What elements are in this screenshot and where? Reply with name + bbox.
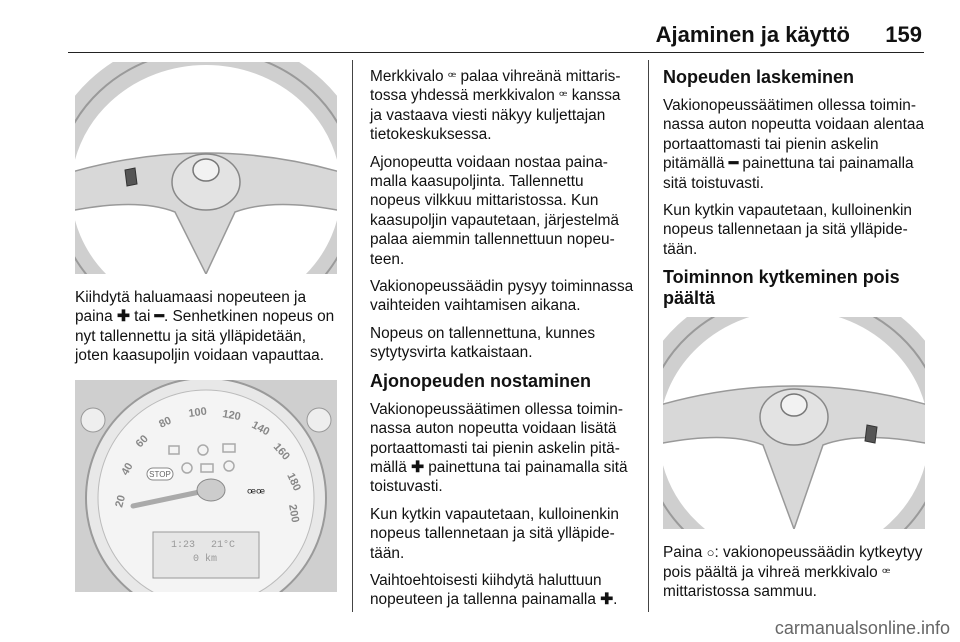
section-heading: Nopeuden laskeminen <box>663 67 855 87</box>
plus-icon: ✚ <box>116 308 130 326</box>
column-1 <box>75 62 343 592</box>
paragraph: Kun kytkin vapautetaan, kulloinenkin nopeus tallennetaan ja sitä ylläpidetään. <box>370 505 619 562</box>
speed-tick: 120 <box>221 407 242 423</box>
instrument-cluster-figure <box>75 380 337 592</box>
cruise-control-icon: ꟹ <box>882 564 891 580</box>
speed-tick: 40 <box>119 460 136 478</box>
speed-tick: 100 <box>187 405 208 420</box>
column-2 <box>370 67 635 618</box>
speed-tick: 80 <box>157 414 174 431</box>
paragraph: Kiihdytä haluamaasi nopeuteen ja paina ✚ tai ━. Senhetkinen nopeus on nyt tallennettu ja sitä ylläpidetään, joten kaasupoljin voidaan vapauttaa. <box>75 289 335 365</box>
display-temp: 21°C <box>211 539 236 551</box>
page-header <box>0 0 960 52</box>
stop-label: STOP <box>149 469 171 479</box>
plus-icon: ✚ <box>411 458 424 476</box>
page-title: Ajaminen ja käyttö <box>655 22 850 47</box>
section-heading: Toiminnon kytkeminen pois päältä <box>663 267 900 309</box>
watermark: carmanualsonline.info <box>774 618 950 638</box>
paragraph: Vakionopeussäätimen ollessa toiminnassa auton nopeutta voidaan lisätä portaattomasti tai pienin askelin pitämällä ✚ painettuna tai painamalla sitä toistuvasti. <box>370 400 628 496</box>
column-divider <box>648 60 649 612</box>
minus-icon: ━ <box>728 155 739 173</box>
minus-icon: ━ <box>154 308 164 326</box>
section-heading: Ajonopeuden nostaminen <box>370 370 592 391</box>
paragraph: Vaihtoehtoisesti kiihdytä haluttuun nopeuteen ja tallenna painamalla ✚. <box>370 571 618 609</box>
paragraph: Kun kytkin vapautetaan, kulloinenkin nopeus tallennetaan ja sitä ylläpidetään. <box>663 202 912 258</box>
paragraph: Vakionopeussäädin pysyy toiminnassa vaihteiden vaihtamisen aikana. <box>370 278 634 315</box>
speed-tick: 180 <box>284 470 303 493</box>
column-3 <box>663 67 928 609</box>
column-divider <box>352 60 353 612</box>
steering-wheel-illustration <box>663 317 925 529</box>
cruise-indicator-icon: ꟹꟹ <box>247 485 266 502</box>
cruise-control-icon: ꟹ <box>559 88 568 104</box>
paragraph: Paina ○: vakionopeussäädin kytkeytyy pois päältä ja vihreä merkkivalo ꟹ mittaristossa sammuu. <box>663 544 923 601</box>
speed-tick: 160 <box>270 440 292 463</box>
paragraph: Vakionopeussäätimen ollessa toiminnassa auton nopeutta voidaan alentaa portaattomasti tai pienin askelin pitämällä ━ painettuna tai painamalla sitä toistuvasti. <box>663 97 925 192</box>
speed-tick: 60 <box>133 432 151 450</box>
off-button-icon: ○ <box>706 545 715 561</box>
paragraph: Ajonopeutta voidaan nostaa painamalla kaasupoljinta. Tallennettu nopeus vilkkuu mittaristossa. Kun kaasupoljin vapautetaan, järjestelmä palaa aiemmin tallennettuun nopeuteen. <box>370 153 619 268</box>
display-time: 1:23 <box>171 539 196 551</box>
speed-tick: 200 <box>286 503 302 524</box>
steering-wheel-illustration <box>75 62 337 274</box>
header-rule <box>68 52 924 53</box>
speed-tick: 140 <box>249 418 272 438</box>
paragraph: Merkkivalo ꟹ palaa vihreänä mittaristossa yhdessä merkkivalon ꟹ kanssa ja vastaava viesti näkyy kuljettajan tietokeskuksessa. <box>370 68 621 144</box>
speed-tick: 20 <box>113 493 129 509</box>
plus-icon: ✚ <box>600 591 614 609</box>
cruise-control-icon: ꟹ <box>447 69 457 84</box>
steering-wheel-figure-2 <box>663 317 925 529</box>
instrument-cluster-illustration <box>75 380 337 592</box>
display-km: 0 km <box>193 553 218 565</box>
steering-wheel-figure-1 <box>75 62 337 274</box>
paragraph: Nopeus on tallennettuna, kunnes sytytysvirta katkaistaan. <box>370 324 596 362</box>
page-number: 159 <box>885 22 922 47</box>
